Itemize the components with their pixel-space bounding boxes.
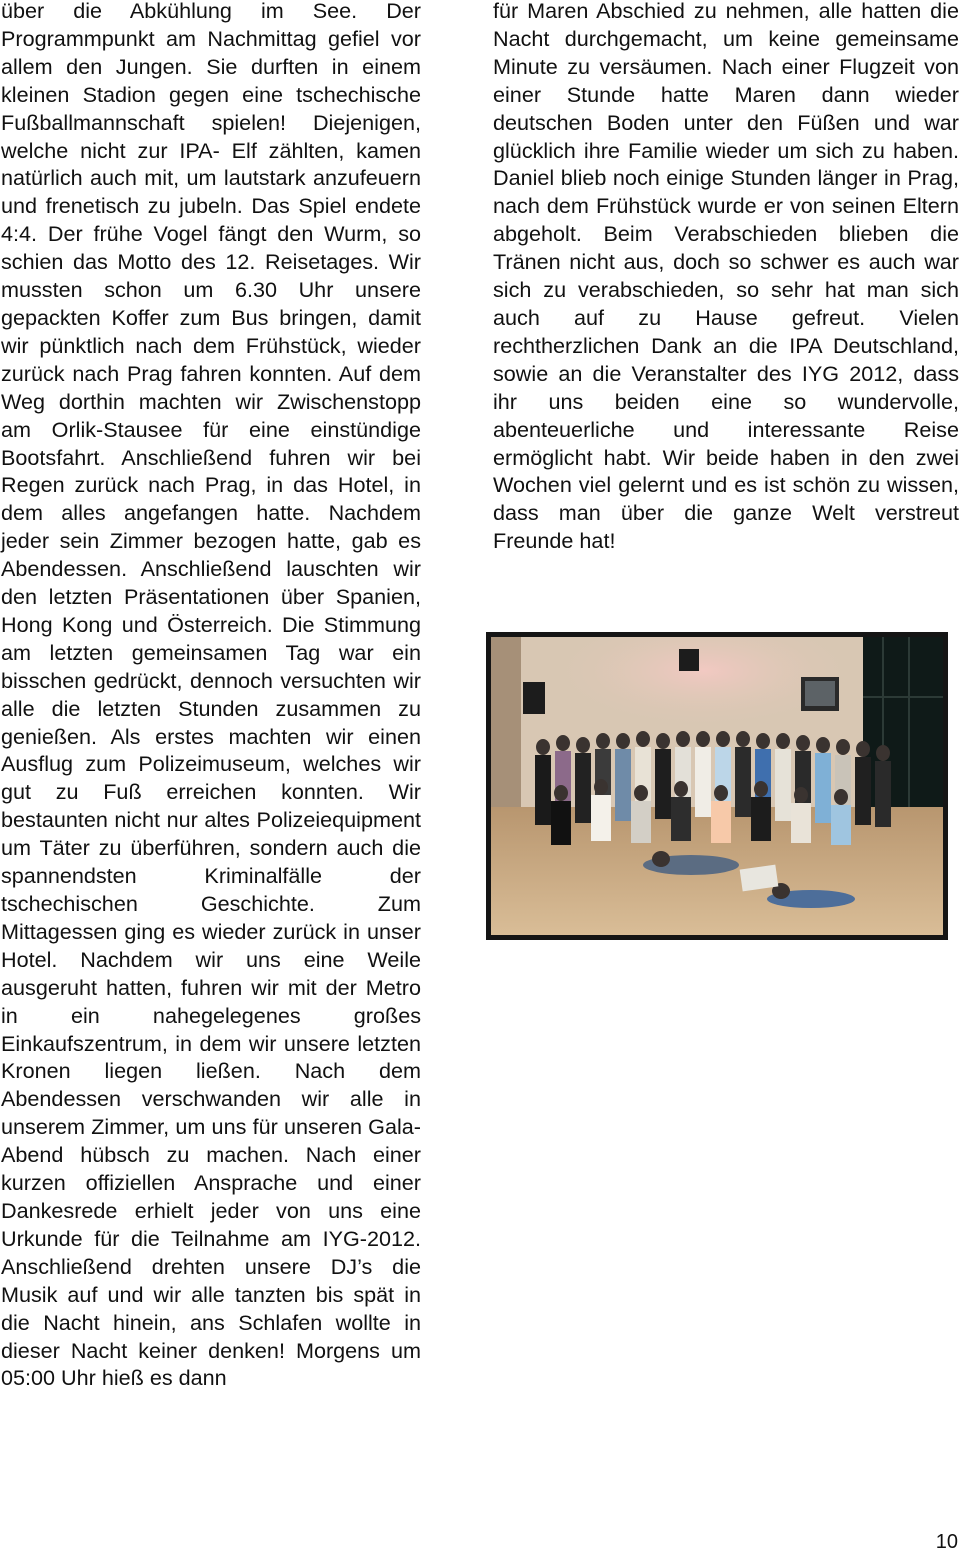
article-right-column: [493, 0, 959, 555]
article-left-text: über die Abkühlung im See. Der Programmpunkt am Nachmittag gefiel vor allem den Jungen. Sie durften in einem kleinen Stadion gegen eine tschechische Fußballmannschaft spielen! Diejenigen, welche nicht zur IPA- Elf zählten, kamen natürlich auch mit, um lautstark anzufeuern und frenetisch zu jubeln. Das Spiel endete 4:4. Der frühe Vogel fängt den Wurm, so schien das Motto des 12. Reisetages. Wir mussten schon um 6.30 Uhr unsere gepackten Koffer zum Bus bringen, damit wir pünktlich nach dem Frühstück, wieder zurück nach Prag fahren konnten. Auf dem Weg dorthin machten wir Zwischenstopp am Orlik-Stausee für eine einstündige Bootsfahrt. Anschließend fuhren wir bei Regen zurück nach Prag, in das Hotel, in dem alles angefangen hatte. Nachdem jeder sein Zimmer bezogen hatte, gab es Abendessen. Anschließend lauschten wir den letzten Präsentationen über Spanien, Hong Kong und Österreich. Die Stimmung am letzten gemeinsamen Tag war ein bisschen gedrückt, dennoch versuchten wir alle die letzten Stunden zusammen zu genießen. Als erstes machten wir einen Ausflug zum Polizeimuseum, welches wir gut zu Fuß erreichen konnten. Wir bestaunten nicht nur altes Polizeiequipment um Täter zu überführen, sondern auch die spannendsten Kriminalfälle der tschechischen Geschichte. Zum Mittagessen ging es wieder zurück in unser Hotel. Nachdem wir uns eine Weile ausgeruht hatten, fuhren wir mit der Metro in ein nahegelegenes großes Einkaufszentrum, in dem wir unsere letzten Kronen liegen ließen. Nach dem Abendessen verschwanden wir alle in unserem Zimmer, um uns für unseren Gala-Abend hübsch zu machen. Nach einer kurzen offiziellen Ansprache und einer Dankesrede erhielt jeder von uns eine Urkunde für die Teilnahme am IYG-2012. Anschließend drehten unsere DJ’s die Musik auf und wir alle tanzten bis spät in die Nacht hinein, ans Schlafen wollte in dieser Nacht keiner denken! Morgens um 05:00 Uhr hieß es dann: [1, 0, 421, 1391]
group-photo: [486, 632, 948, 940]
page-number: 10: [935, 1531, 958, 1553]
group-photo-image: [491, 637, 943, 935]
article-right-text: für Maren Abschied zu nehmen, alle hatten die Nacht durchgemacht, um keine gemeinsame Minute zu versäumen. Nach einer Flugzeit von einer Stunde hatte Maren dann wieder deutschen Boden unter den Füßen und war glücklich ihre Familie wieder um sich zu haben. Daniel blieb noch einige Stunden länger in Prag, nach dem Frühstück wurde er von seinen Eltern abgeholt. Beim Verabschieden blieben die Tränen nicht aus, doch so schwer es auch war sich zu verabschieden, so sehr hat man sich auch auf zu Hause gefreut. Vielen rechtherzlichen Dank an die IPA Deutschland, sowie an die Veranstalter des IYG 2012, dass ihr uns beiden eine so wundervolle, abenteuerliche und interessante Reise ermöglicht habt. Wir beide haben in den zwei Wochen viel gelernt und es ist schön zu wissen, dass man über die ganze Welt verstreut Freunde hat!: [493, 0, 959, 554]
article-left-column: [1, 0, 421, 1392]
